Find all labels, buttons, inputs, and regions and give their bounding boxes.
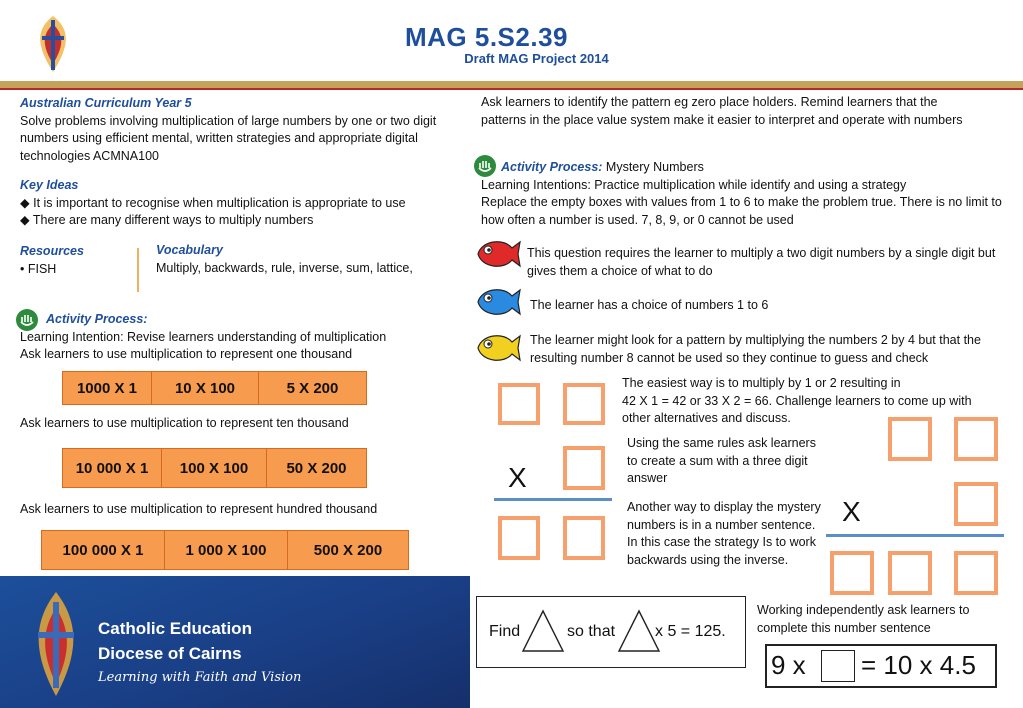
page-subtitle: Draft MAG Project 2014 [464,51,609,66]
header-title-block [0,22,1023,66]
diamond-bullet-icon: ◆ [20,213,30,227]
table-cell: 1 000 X 100 [165,531,288,569]
mystery-box [563,383,605,425]
vocabulary-section [156,242,456,277]
curriculum-label: Australian Curriculum Year 5 [20,96,192,110]
resources-section [20,243,130,278]
table-cell: 50 X 200 [286,459,347,477]
blue-fish-icon [474,282,522,322]
resources-label: Resources [20,244,84,258]
activity-line1: Learning Intention: Revise learners understanding of multiplication [20,329,387,344]
table-cell: 1000 X 1 [63,372,152,404]
mystery-box [954,551,998,595]
eq-right: = 10 x 4.5 [861,650,976,680]
resources-divider [137,248,139,292]
number-sentence-box [765,644,997,688]
key-idea-item: ◆ There are many different ways to multiply numbers [20,213,314,227]
table-hundred-thousand [41,530,409,570]
page-title: MAG 5.S2.39 [404,22,568,52]
working-independently-text: Working independently ask learners to complete this number sentence [757,603,970,635]
mystery-box [954,482,998,526]
vocabulary-label: Vocabulary [156,243,223,257]
curriculum-text: Solve problems involving multiplication of large numbers by one or two digit numbers using efficient mental, written strategies and appropriate digital technologies ACMNA100 [20,113,437,163]
table-one-thousand [62,371,367,405]
mystery-box [563,446,605,490]
vocabulary-text: Multiply, backwards, rule, inverse, sum, lattice, [156,260,413,275]
yellow-fish-text: The learner might look for a pattern by multiplying the numbers 2 by 4 but that the resulting number 8 cannot be used so they continue to guess and check [530,333,981,365]
multiply-sign: X [508,462,527,493]
mystery-box [563,516,605,560]
table-cell: 100 X 100 [162,449,267,487]
diocese-logo [24,588,88,700]
red-fish-icon [474,234,522,274]
easiest-way-text: The easiest way is to multiply by 1 or 2 resulting in 42 X 1 = 42 or 33 X 2 = 66. Challenge learners to come up with other alternatives and discuss. [622,376,972,425]
activity-line2: Ask learners to use multiplication to represent one thousand [20,347,353,361]
activity-name: Mystery Numbers [605,160,704,174]
diamond-bullet-icon: ◆ [20,195,30,210]
org-tagline: Learning with Faith and Vision [98,670,302,685]
mystery-box [830,551,874,595]
another-way-text: Another way to display the mystery numbers is in a number sentence. In this case the strategy Is to work backwards using the inverse. [627,500,821,567]
table-cell: 500 X 200 [313,541,383,559]
org-name-line1: Catholic Education [98,619,252,638]
same-rules-text: Using the same rules ask learners to create a sum with a three digit answer [627,436,816,485]
mystery-box [888,551,932,595]
sum-line [494,498,612,501]
mystery-box [954,417,998,461]
footer-banner [0,576,470,708]
mystery-box [498,516,540,560]
eq-left: 9 x [771,650,806,680]
replace-instructions: Replace the empty boxes with values from 1 to 6 to make the problem true. There is no limit to how often a number is used. 7, 8, 9, or 0 cannot be used [481,195,1002,227]
blue-fish-text: The learner has a choice of numbers 1 to 6 [530,298,769,312]
red-fish-text: This question requires the learner to multiply a two digit numbers by a single digit but gives them a choice of what to do [527,246,996,278]
activity-section-right [481,159,1006,229]
intro-text: Ask learners to identify the pattern eg zero place holders. Remind learners that the patterns in the place value system make it easier to interpret and operate with numbers [481,95,963,127]
table-cell: 10 000 X 1 [63,449,162,487]
multiply-sign: X [842,496,861,527]
activity-label-left: Activity Process: [46,312,148,326]
table-ten-thousand [62,448,367,488]
find-word: Find [489,623,521,640]
find-number-sentence [476,596,746,668]
table-cell: 5 X 200 [286,379,339,397]
activity-heading-right [501,159,1006,177]
ask-hundred-thousand: Ask learners to use multiplication to represent hundred thousand [20,502,378,516]
key-ideas-section [20,177,450,230]
answer-box [821,650,855,682]
org-name-line2: Diocese of Cairns [98,644,242,663]
curriculum-section [20,95,450,165]
sum-line [826,534,1004,537]
learning-intention-right: Learning Intentions: Practice multiplication while identify and using a strategy [481,177,907,192]
mystery-box [498,383,540,425]
equation-text: x 5 = 125. [655,623,726,640]
mystery-box [888,417,932,461]
so-that-text: so that [567,623,616,640]
header-divider-red [0,88,1023,90]
key-ideas-label: Key Ideas [20,178,79,192]
ask-ten-thousand: Ask learners to use multiplication to represent ten thousand [20,416,349,430]
resources-item: • FISH [20,261,57,276]
header-divider-gold [0,81,1023,88]
table-cell: 10 X 100 [152,372,259,404]
activity-label-right: Activity Process: [501,160,603,174]
triangle-icon [521,609,565,653]
activity-section-left [20,311,460,364]
table-cell: 100 000 X 1 [42,531,165,569]
yellow-fish-icon [474,328,522,368]
key-idea-item: ◆ It is important to recognise when multiplication is appropriate to use [20,195,406,210]
